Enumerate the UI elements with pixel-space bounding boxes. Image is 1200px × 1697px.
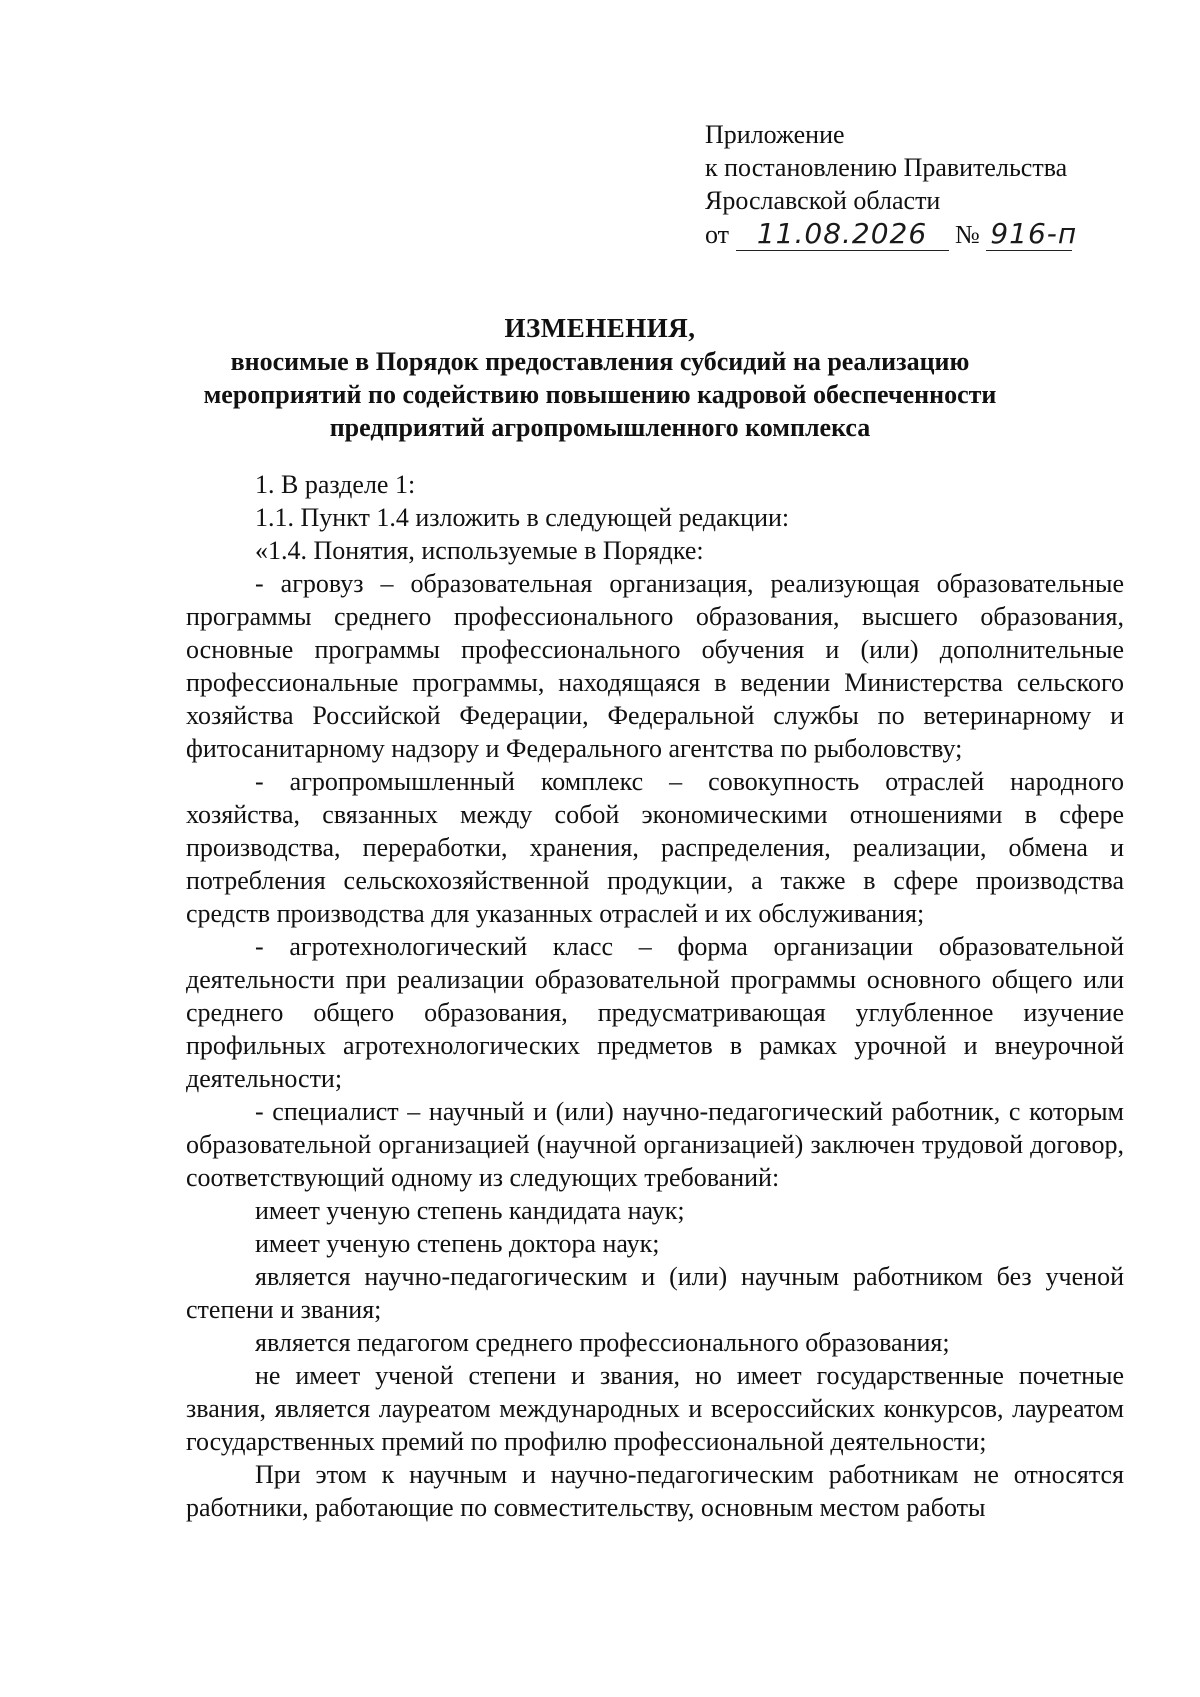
appendix-title: Приложение — [705, 120, 845, 149]
document-title: ИЗМЕНЕНИЯ, — [504, 313, 696, 343]
paragraph-requirement-2: имеет ученую степень доктора наук; — [255, 1229, 660, 1258]
document-subtitle-line-2: мероприятий по содействию повышению кадровой обеспеченности — [203, 380, 997, 409]
paragraph-section-1: 1. В разделе 1: — [255, 470, 416, 499]
date-prefix: от — [705, 220, 730, 249]
paragraph-requirement-4: является педагогом среднего профессионального образования; — [255, 1328, 950, 1357]
document-subtitle-line-1: вносимые в Порядок предоставления субсидий на реализацию — [230, 347, 970, 376]
paragraph-definition-specialist: - специалист – научный и (или) научно-педагогический работник, с которым образовательной организацией (научной организацией) заключен трудовой договор, соответствующий одному из следующих требований: — [186, 1097, 1124, 1192]
paragraph-requirement-5: не имеет ученой степени и звания, но имеет государственные почетные звания, является лауреатом международных и всероссийских конкурсов, лауреатом государственных премий по профилю профессиональной деятельности; — [186, 1361, 1124, 1456]
document-body — [186, 468, 1124, 1524]
appendix-date-number-line — [705, 217, 1145, 251]
number-prefix: № — [955, 220, 980, 249]
document-subtitle-line-3: предприятий агропромышленного комплекса — [329, 413, 871, 442]
handwritten-date: 11.08.2026 — [736, 217, 949, 251]
paragraph-note: При этом к научным и научно-педагогическим работникам не относятся работники, работающие по совместительству, основным местом работы — [186, 1460, 1124, 1522]
appendix-region: Ярославской области — [705, 186, 941, 215]
appendix-reference: к постановлению Правительства — [705, 153, 1068, 182]
paragraph-definition-agro-complex: - агропромышленный комплекс – совокупность отраслей народного хозяйства, связанных между собой экономическими отношениями в сфере производства, переработки, хранения, распределения, реализации, обмена и потребления сельскохозяйственной продукции, а также в сфере производства средств производства для указанных отраслей и их обслуживания; — [186, 767, 1124, 928]
appendix-block — [705, 118, 1145, 251]
paragraph-definition-agrovuz: - агровуз – образовательная организация, реализующая образовательные программы среднего профессионального образования, высшего образования, основные программы профессионального обучения и (или) дополнительные профессиональные программы, находящаяся в ведении Министерства сельского хозяйства Российской Федерации, Федеральной службы по ветеринарному и фитосанитарному надзору и Федерального агентства по рыболовству; — [186, 569, 1124, 763]
handwritten-number: 916-п — [986, 217, 1072, 251]
paragraph-item-1-1: 1.1. Пункт 1.4 изложить в следующей редакции: — [255, 503, 790, 532]
document-heading — [150, 312, 1050, 444]
paragraph-requirement-1: имеет ученую степень кандидата наук; — [255, 1196, 685, 1225]
paragraph-definition-agro-class: - агротехнологический класс – форма организации образовательной деятельности при реализации образовательной программы основного общего или среднего общего образования, предусматривающая углубленное изучение профильных агротехнологических предметов в рамках урочной и внеурочной деятельности; — [186, 932, 1124, 1093]
paragraph-requirement-3: является научно-педагогическим и (или) научным работником без ученой степени и звания; — [186, 1262, 1124, 1324]
paragraph-item-1-4: «1.4. Понятия, используемые в Порядке: — [255, 536, 704, 565]
